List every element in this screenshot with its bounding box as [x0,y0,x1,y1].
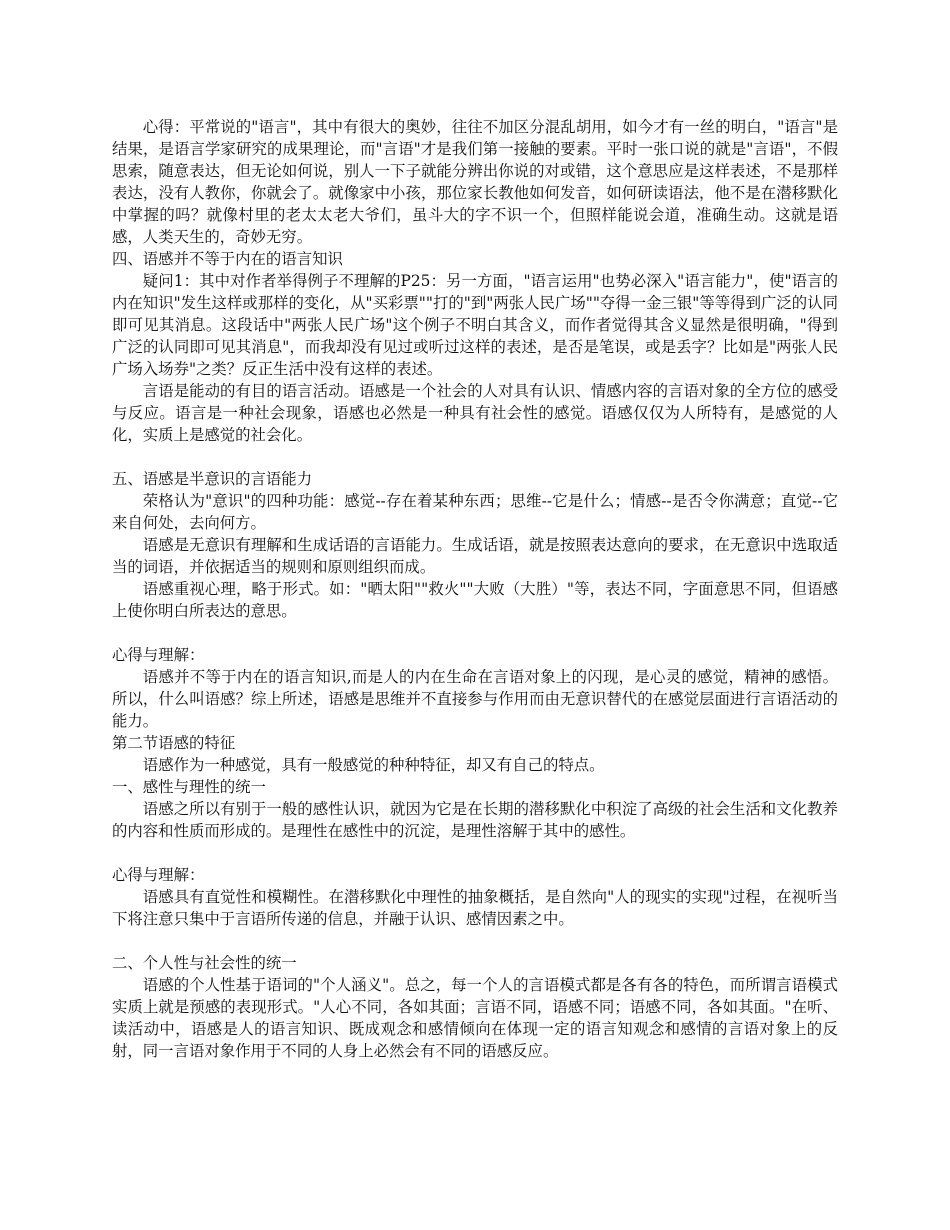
blank-line [112,842,838,864]
heading-subsection-2: 二、个人性与社会性的统一 [112,954,297,972]
blank-line [112,446,838,468]
paragraph-individual-social: 语感的个人性基于语词的"个人涵义"。总之，每一个人的言语模式都是各有各的特色，而所谓言语模式实质上就是预感的表现形式。"人心不同，各如其面；言语不同，语感不同；语感不同，各如其面。"在听、读活动中，语感是人的语言知识、既成观念和感情倾向在体现一定的语言知观念和感情的言语对象上的反射，同一言语对象作用于不同的人身上必然会有不同的语感反应。 [112,976,838,1060]
paragraph-reflection-language: 心得：平常说的"语言"，其中有很大的奥妙，往往不加区分混乱胡用，如今才有一丝的明白，"语言"是结果，是语言学家研究的成果理论，而"言语"才是我们第一接触的要素。平时一张口说的就是"言语"，不假思索，随意表达，但无论如何说，别人一下子就能分辨出你说的对或错，这个意思应是这样表述，不是那样表达，没有人教你，你就会了。就像家中小孩，那位家长教他如何发音，如何研读语法，他不是在潜移默化中掌握的吗？就像村里的老太太老大爷们，虽斗大的字不识一个，但照样能说会道，准确生动。这就是语感，人类天生的，奇妙无穷。 [112,118,838,246]
paragraph-speech-activity: 言语是能动的有目的语言活动。语感是一个社会的人对具有认识、情感内容的言语对象的全方位的感受与反应。语言是一种社会现象，语感也必然是一种具有社会性的感觉。语感仅仅为人所特有，是感觉的人化，实质上是感觉的社会化。 [112,382,838,444]
paragraph-features-intro: 语感作为一种感觉，具有一般感觉的种种特征，却又有自己的特点。 [142,756,605,774]
paragraph-psychology-over-form: 语感重视心理，略于形式。如："晒太阳""救火""大败（大胜）"等，表达不同，字面意思不同，但语感上使你明白所表达的意思。 [112,580,838,620]
paragraph-jung-functions: 荣格认为"意识"的四种功能：感觉--存在着某种东西；思维--它是什么；情感--是否令你满意；直觉--它来自何处，去向何方。 [112,492,838,532]
blank-line [112,622,838,644]
heading-chapter-2: 第二节语感的特征 [112,734,236,752]
paragraph-unconscious-ability: 语感是无意识有理解和生成话语的言语能力。生成话语，就是按照表达意向的要求，在无意识中选取适当的词语，并依据适当的规则和原则组织而成。 [112,536,838,576]
heading-reflection-2: 心得与理解： [112,866,205,884]
paragraph-question-1: 疑问1：其中对作者举得例子不理解的P25：另一方面，"语言运用"也势必深入"语言能力"，使"语言的内在知识"发生这样或那样的变化，从"买彩票""打的"到"两张人民广场""夺得一金三银"等等得到广泛的认同即可见其消息。这段话中"两张人民广场"这个例子不明白其含义，而作者觉得其含义显然是很明确，"得到广泛的认同即可见其消息"，而我却没有见过或听过这样的表述，是否是笔误，或是丢字？比如是"两张人民广场入场券"之类？反正生活中没有这样的表述。 [112,272,838,378]
paragraph-reflection-2: 语感具有直觉性和模糊性。在潜移默化中理性的抽象概括，是自然向"人的现实的实现"过程，在视听当下将注意只集中于言语所传递的信息，并融于认识、感情因素之中。 [112,888,838,928]
heading-section-4: 四、语感并不等于内在的语言知识 [112,250,343,268]
heading-section-5: 五、语感是半意识的言语能力 [112,470,313,488]
heading-reflection-1: 心得与理解： [112,646,205,664]
heading-subsection-1: 一、感性与理性的统一 [112,778,266,796]
paragraph-reflection-1: 语感并不等于内在的语言知识,而是人的内在生命在言语对象上的闪现，是心灵的感觉，精神的感悟。所以，什么叫语感？综上所述，语感是思维并不直接参与作用而由无意识替代的在感觉层面进行言语活动的能力。 [112,668,838,730]
paragraph-rational-sensory: 语感之所以有别于一般的感性认识，就因为它是在长期的潜移默化中积淀了高级的社会生活和文化教养的内容和性质而形成的。是理性在感性中的沉淀，是理性溶解于其中的感性。 [112,800,838,840]
document-page [112,116,838,1062]
blank-line [112,930,838,952]
